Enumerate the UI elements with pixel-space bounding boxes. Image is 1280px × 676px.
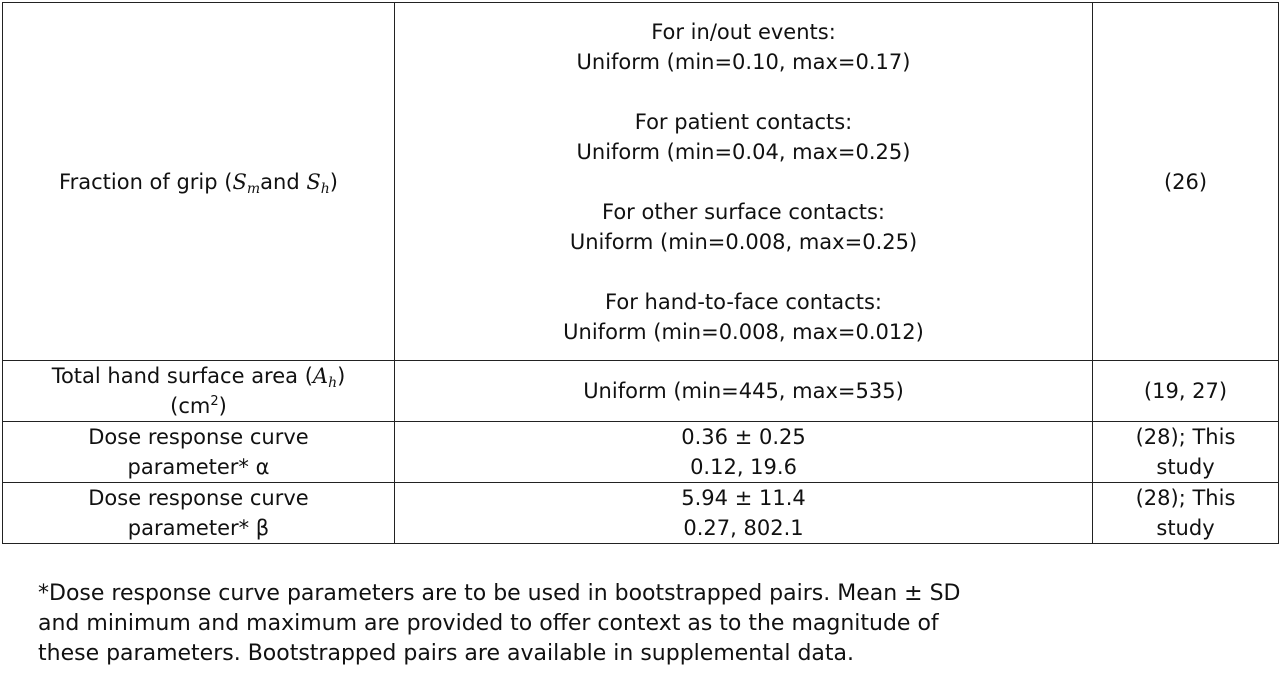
min-max-value: 0.27, 802.1	[683, 516, 804, 540]
parameter-text: Fraction of grip ($S_mand$ $S_h$)	[59, 169, 338, 197]
parameter-cell	[3, 483, 395, 544]
distribution-header: For hand-to-face contacts:	[605, 289, 882, 314]
distribution-cell	[395, 483, 1093, 544]
parameter-line: Dose response curve	[88, 425, 309, 449]
parameter-cell	[3, 422, 395, 483]
table-row-hand-surface-area	[3, 361, 1279, 422]
footnote-line: these parameters. Bootstrapped pairs are available in supplemental data.	[38, 641, 854, 666]
mean-sd-value: 0.36 ± 0.25	[681, 425, 806, 449]
parameter-text: Total hand surface area $(A_h)$	[51, 364, 346, 391]
distribution-cell	[395, 3, 1093, 361]
min-max-value: 0.12, 19.6	[690, 455, 797, 479]
distribution-header: For other surface contacts:	[602, 199, 885, 224]
reference-cell: (19, 27)	[1093, 361, 1279, 422]
parameter-line: parameter* β	[127, 516, 270, 540]
parameter-cell	[3, 3, 395, 361]
distribution-value: Uniform (min=0.008, max=0.012)	[563, 319, 924, 344]
distribution-cell	[395, 422, 1093, 483]
reference-cell	[1093, 422, 1279, 483]
parameter-line: Dose response curve	[88, 486, 309, 510]
distribution-value: Uniform (min=0.008, max=0.25)	[569, 229, 918, 254]
parameter-cell	[3, 361, 395, 422]
table-row-dose-response-beta	[3, 483, 1279, 544]
distribution-value: Uniform (min=0.04, max=0.25)	[576, 139, 911, 164]
reference-cell: (26)	[1093, 3, 1279, 361]
reference-line: (28); This	[1135, 486, 1236, 510]
table-row-dose-response-alpha	[3, 422, 1279, 483]
distribution-header: For in/out events:	[651, 19, 836, 44]
distribution-header: For patient contacts:	[634, 109, 853, 134]
parameter-table	[2, 2, 1279, 544]
parameter-line: parameter* α	[127, 455, 270, 479]
parameter-unit: $(cm^2)$	[170, 394, 227, 418]
footnote-line: *Dose response curve parameters are to be used in bootstrapped pairs. Mean ± SD	[38, 581, 961, 606]
reference-line: study	[1156, 455, 1215, 479]
reference-line: (28); This	[1135, 425, 1236, 449]
reference-cell	[1093, 483, 1279, 544]
table-footnote	[38, 579, 1138, 669]
footnote-line: and minimum and maximum are provided to offer context as to the magnitude of	[38, 611, 939, 636]
table-row-fraction-of-grip	[3, 3, 1279, 361]
distribution-cell: Uniform (min=445, max=535)	[395, 361, 1093, 422]
distribution-value: Uniform (min=0.10, max=0.17)	[576, 49, 911, 74]
reference-line: study	[1156, 516, 1215, 540]
mean-sd-value: 5.94 ± 11.4	[681, 486, 806, 510]
